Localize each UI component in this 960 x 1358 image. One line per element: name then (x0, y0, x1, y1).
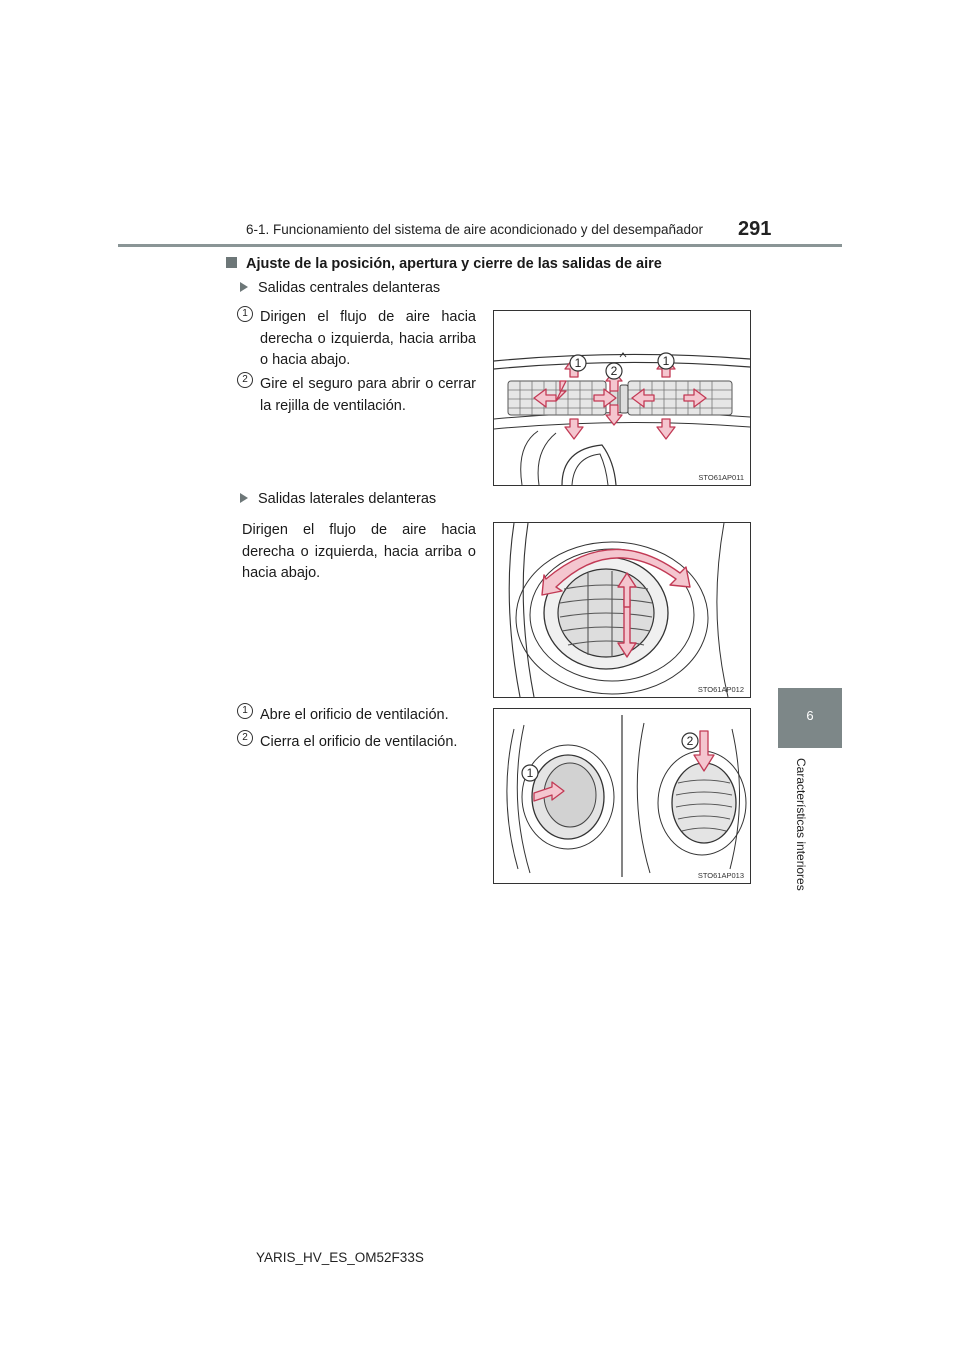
open-close-illustration (494, 709, 750, 883)
figure-code: STO61AP011 (698, 473, 744, 482)
triangle-bullet-icon (240, 282, 248, 292)
square-bullet-icon (226, 257, 237, 268)
chapter-title: 6-1. Funcionamiento del sistema de aire acondicionado y del desempañador (246, 222, 704, 237)
header-divider (118, 244, 842, 247)
chapter-tab-number: 6 (806, 708, 814, 723)
figure-central-outlets (493, 310, 751, 486)
step-text: Abre el orificio de ventilación. (260, 707, 449, 723)
svg-text:2: 2 (610, 364, 618, 378)
side-outlets-text: Dirigen el flujo de aire hacia derecha o izquierda, hacia arriba o hacia abajo. (242, 522, 476, 581)
document-code: YARIS_HV_ES_OM52F33S (256, 1250, 424, 1265)
step-number-mark: 1 (237, 703, 253, 719)
section-title (226, 256, 662, 272)
bullet-text: Salidas centrales delanteras (258, 280, 441, 296)
step-text: Dirigen el flujo de aire hacia derecha o izquierda, hacia arriba o hacia abajo. (260, 309, 476, 368)
step-number-mark: 1 (237, 306, 253, 322)
triangle-bullet-icon (240, 493, 248, 503)
page-number: 291 (738, 218, 772, 240)
step-number-mark: 2 (237, 372, 253, 388)
side-outlets-illustration (494, 523, 750, 697)
bullet-central-outlets (240, 280, 440, 296)
figure-code: STO61AP013 (697, 871, 744, 880)
svg-text:2: 2 (686, 734, 694, 748)
figure-code: STO61AP012 (697, 685, 744, 694)
section-title-text: Ajuste de la posición, apertura y cierre de las salidas de aire (246, 256, 662, 272)
figure-side-outlets (493, 522, 751, 698)
step-text: Gire el seguro para abrir o cerrar la rejilla de ventilación. (260, 376, 476, 414)
svg-text:1: 1 (574, 356, 582, 370)
central-outlets-illustration (494, 311, 750, 485)
figure-open-close (493, 708, 751, 884)
chapter-tab[interactable] (778, 688, 842, 748)
step-text: Cierra el orificio de ventilación. (260, 734, 458, 750)
chapter-tab-label: Características interiores (794, 758, 808, 891)
svg-text:1: 1 (526, 766, 534, 780)
bullet-text: Salidas laterales delanteras (258, 491, 437, 507)
step-number-mark: 2 (237, 730, 253, 746)
svg-text:1: 1 (662, 354, 670, 368)
bullet-side-outlets (240, 491, 436, 507)
